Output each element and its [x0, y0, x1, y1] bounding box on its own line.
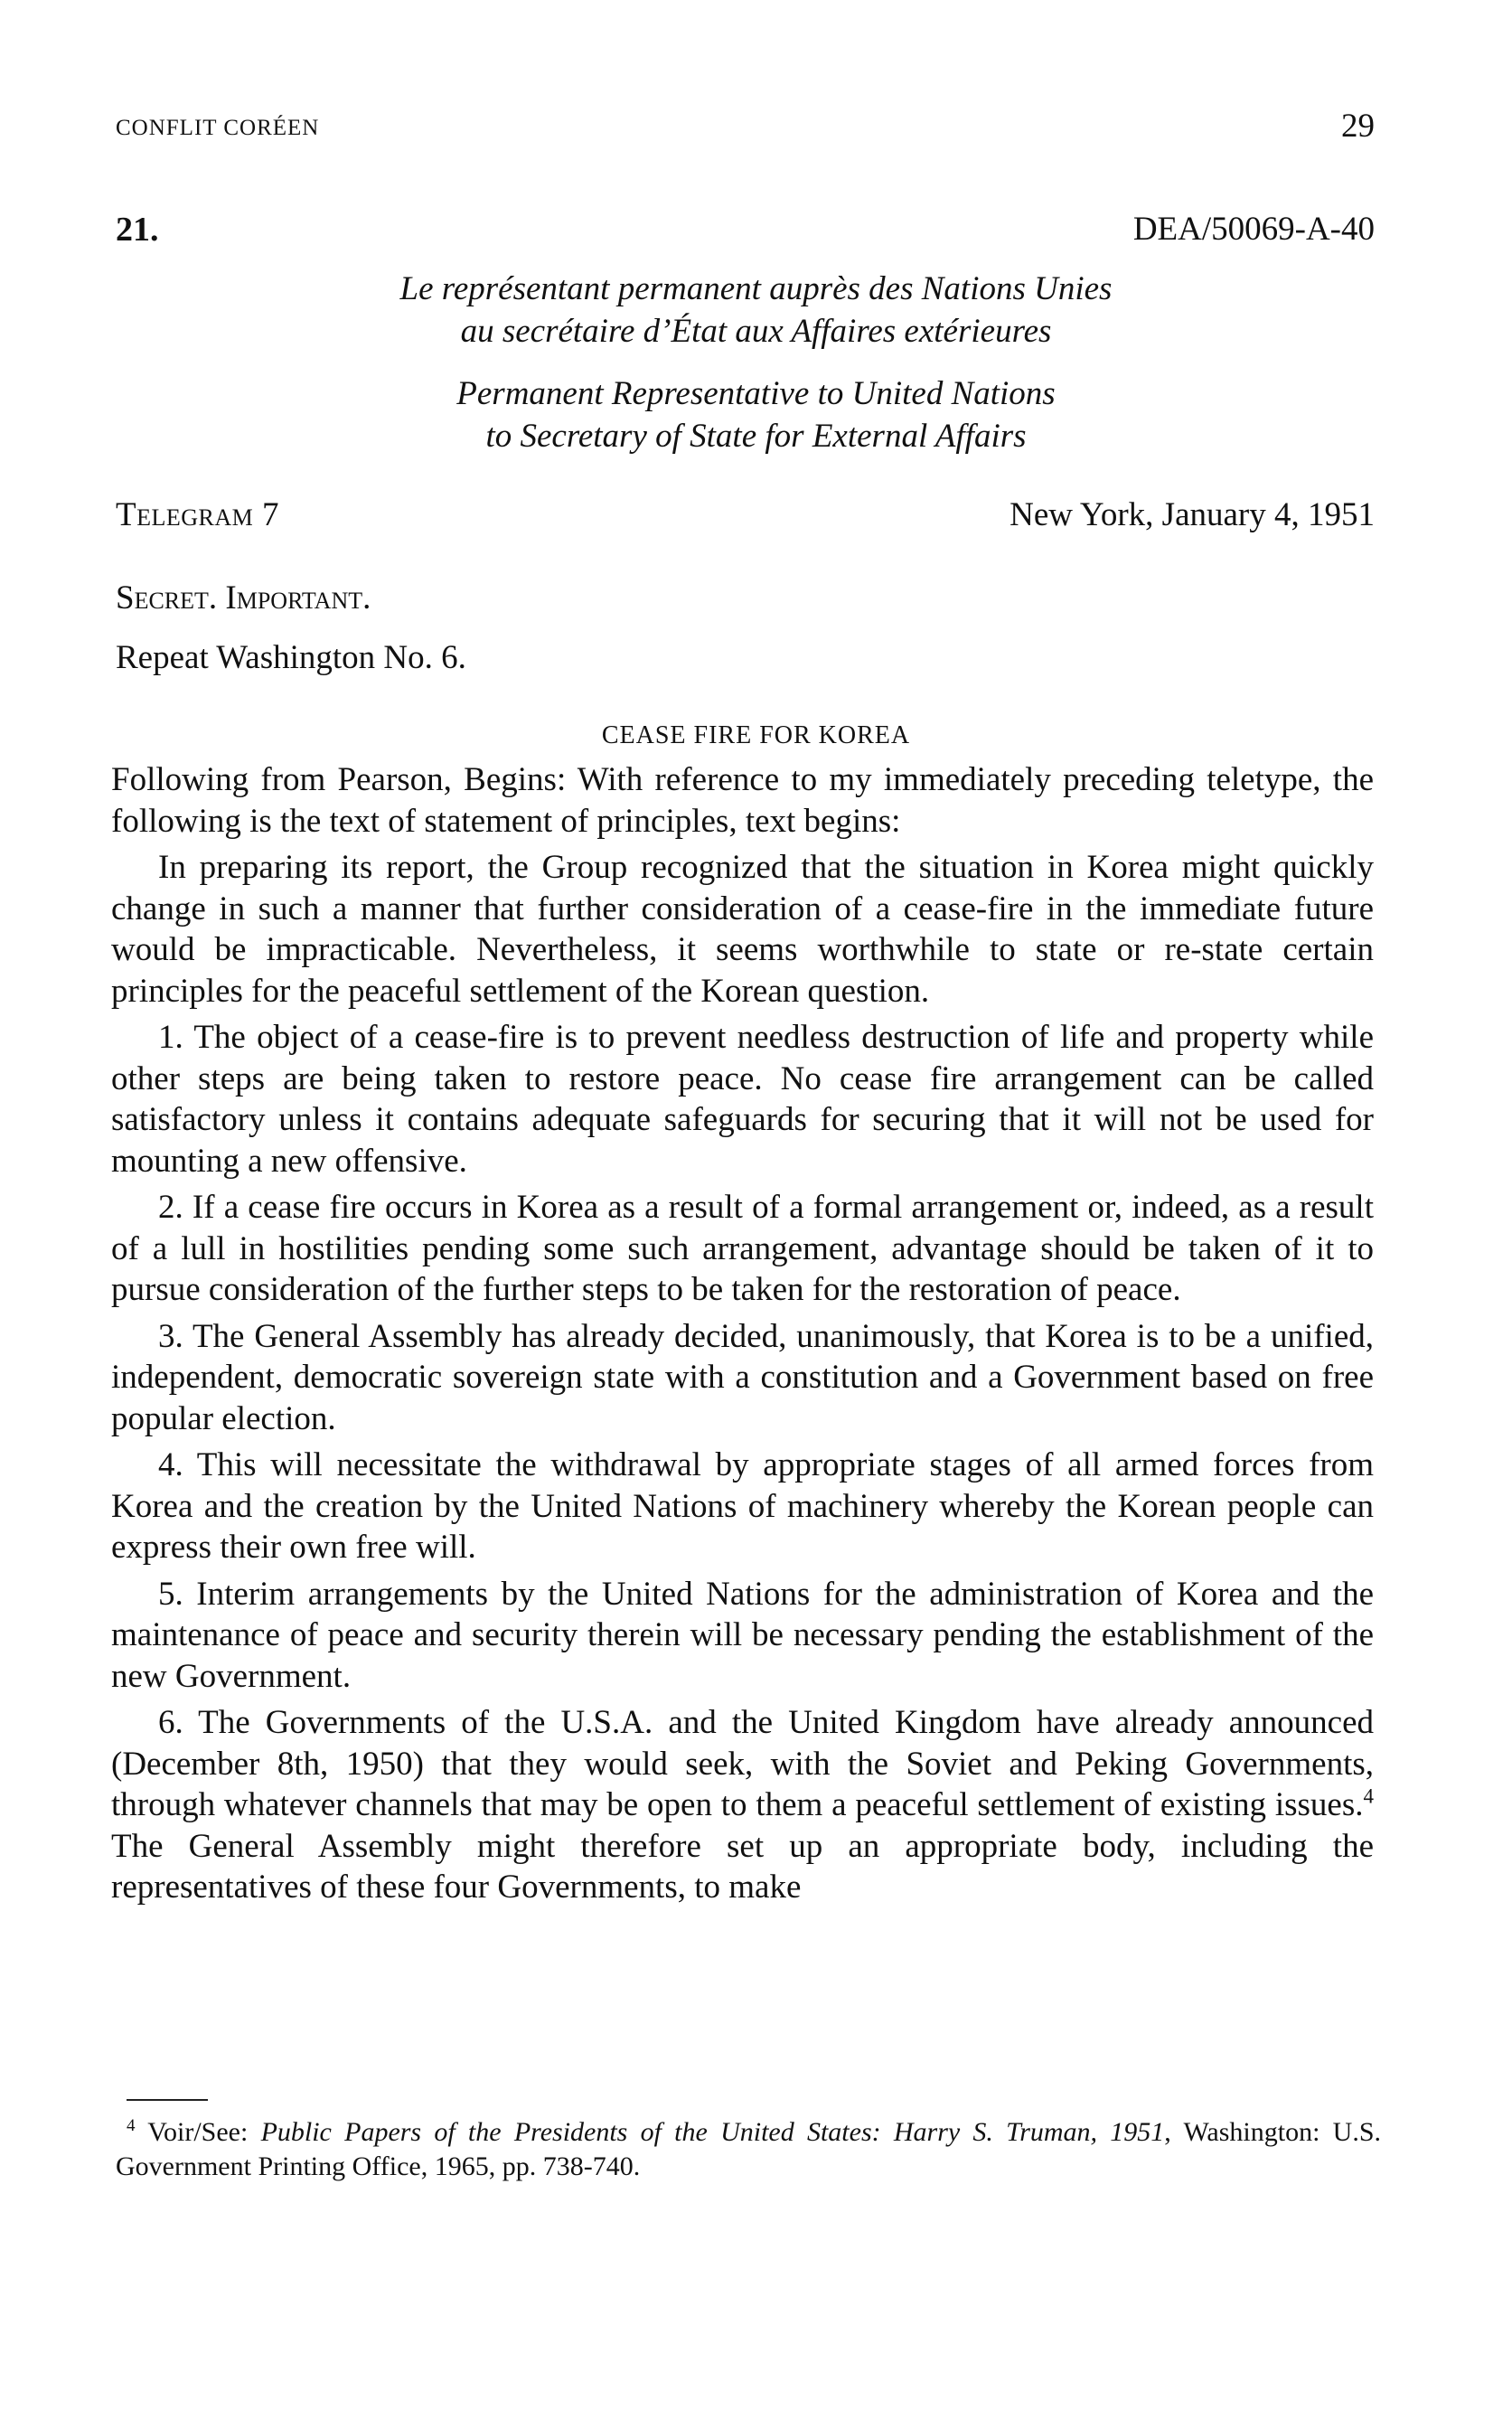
repeat-instruction: Repeat Washington No. 6. — [116, 639, 466, 676]
running-head: CONFLIT CORÉEN — [116, 116, 320, 140]
footnote-marker: 4 — [127, 2116, 136, 2135]
principle-6 — [111, 1702, 1374, 1908]
addressee-french-line-1: Le représentant permanent auprès des Nations Unies — [399, 270, 1113, 307]
principle-2: 2. If a cease fire occurs in Korea as a result of a formal arrangement or, indeed, as a result of a lull in hostilities pending some such arrangement, advantage should be taken of it to pursue consideration of the further steps to be taken for the restoration of peace. — [111, 1189, 1374, 1308]
addressee-english — [0, 372, 1512, 457]
footnote-title: Public Papers of the Presidents of the United States: Harry S. Truman, 1951 — [260, 2117, 1165, 2147]
preamble-paragraph: In preparing its report, the Group recognized that the situation in Korea might quickly change in such a manner that further consideration of a cease-fire in the immediate future would be impracticable. Nevertheless, it seems worthwhile to state or re-state certain principles for the peaceful settlement of the Korean question. — [111, 849, 1374, 1010]
file-reference: DEA/50069-A-40 — [1132, 211, 1375, 248]
place-and-date: New York, January 4, 1951 — [1010, 496, 1375, 533]
document-number: 21. — [116, 211, 159, 249]
principle-6-part-2: The General Assembly might therefore set up an appropriate body, including the representatives of these four Governments, to make — [111, 1827, 1374, 1906]
footnote-suffix: , Washington: U.S. Government Printing Office, 1965, pp. 738-740. — [116, 2117, 1381, 2181]
principle-1: 1. The object of a cease-fire is to prevent needless destruction of life and property while other steps are being taken to restore peace. No cease fire arrangement can be called satisfactory unless it contains adequate safeguards for securing that it will not be used for mounting a new offensive. — [111, 1019, 1374, 1180]
telegram-body — [111, 759, 1374, 1914]
footnote-divider — [127, 2099, 208, 2101]
addressee-english-line-1: Permanent Representative to United Nations — [456, 375, 1056, 412]
footnote-reference[interactable]: 4 — [1363, 1784, 1374, 1808]
classification: Secret. Important. — [116, 579, 371, 617]
intro-paragraph: Following from Pearson, Begins: With reference to my immediately preceding teletype, the following is the text of statement of principles, text begins: — [111, 761, 1374, 840]
addressee-english-line-2: to Secretary of State for External Affairs — [485, 418, 1027, 455]
subject-heading: CEASE FIRE FOR KOREA — [601, 721, 911, 749]
principle-5: 5. Interim arrangements by the United Nations for the administration of Korea and the maintenance of peace and security therein will be necessary pending the establishment of the new Government. — [111, 1575, 1374, 1695]
footnote — [116, 2115, 1381, 2184]
footnote-prefix: Voir/See: — [135, 2117, 261, 2147]
addressee-french-line-2: au secrétaire d’État aux Affaires extérieures — [460, 313, 1052, 350]
addressee-french — [0, 268, 1512, 353]
telegram-number: Telegram 7 — [116, 496, 280, 533]
principle-4: 4. This will necessitate the withdrawal by appropriate stages of all armed forces from Korea and the creation by the United Nations of machinery whereby the Korean people can express their own free will. — [111, 1446, 1374, 1566]
principle-3: 3. The General Assembly has already decided, unanimously, that Korea is to be a unified, independent, democratic sovereign state with a constitution and a Government based on free popular election. — [111, 1317, 1374, 1437]
principle-6-part-1: 6. The Governments of the U.S.A. and the United Kingdom have already announced (December 8th, 1950) that they would seek, with the Soviet and Peking Governments, through whatever channels that may be open to them a peaceful settlement of existing issues. — [111, 1704, 1374, 1823]
page-number: 29 — [1341, 108, 1375, 145]
